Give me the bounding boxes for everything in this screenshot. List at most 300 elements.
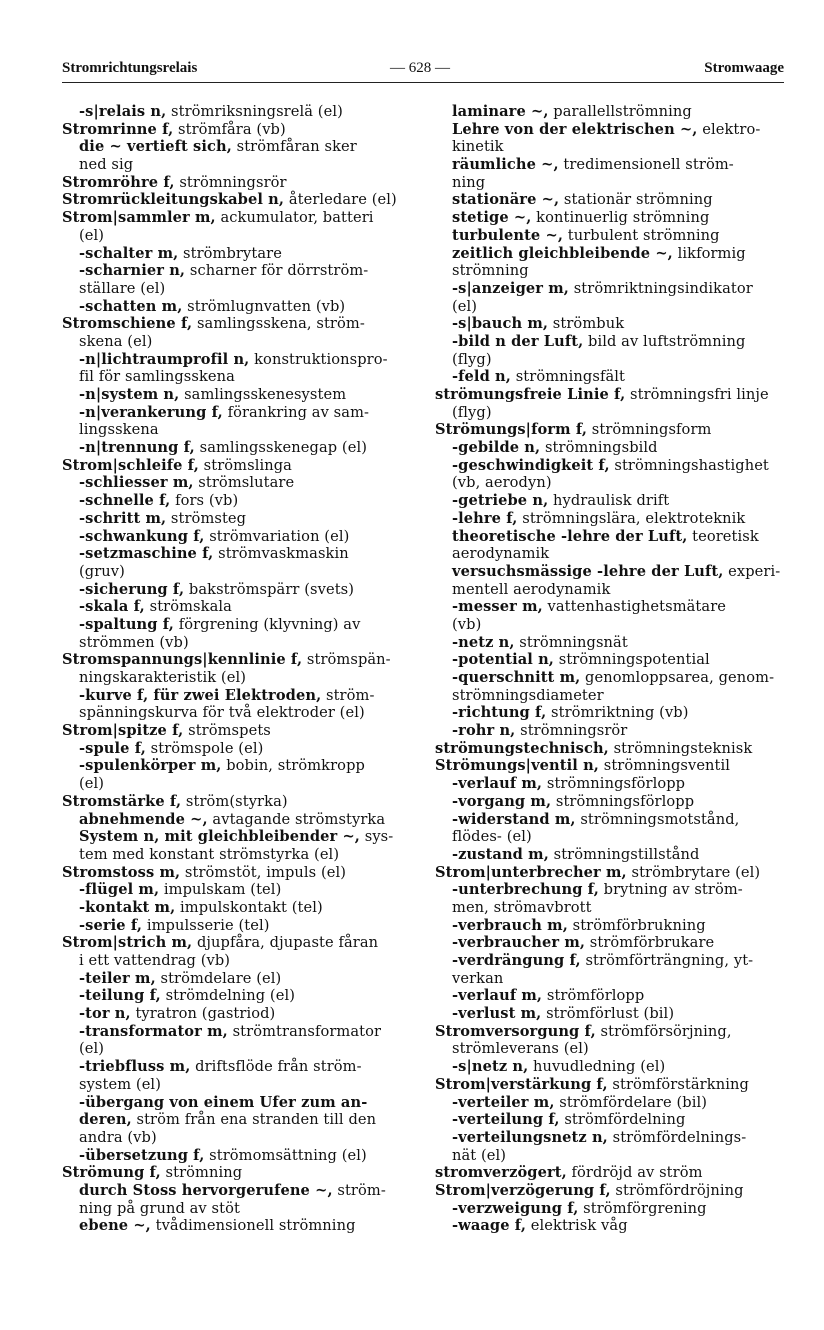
entry-continuation-line: [435, 298, 787, 316]
entry-translation: ned sig: [79, 156, 134, 174]
entry-translation: strömleverans (el): [452, 1040, 589, 1058]
entry-subword-line: [62, 970, 414, 988]
entry-translation: (flyg): [452, 403, 492, 421]
entry-subword-line: [62, 1094, 414, 1112]
entry-subword-line: [435, 492, 787, 510]
entry-continuation-line: [62, 775, 414, 793]
entry-subword-line: [435, 368, 787, 386]
entry-subword-line: [62, 757, 414, 775]
entry-term: -spule f,: [79, 739, 146, 757]
entry-term: Strom|schleife f,: [62, 456, 199, 474]
entry-translation: strömningsrör: [515, 722, 628, 740]
entry-translation: strömningslära, elektroteknik: [517, 509, 746, 527]
entry-term: -verlust m,: [452, 1005, 542, 1023]
entry-subword-line: [62, 616, 414, 634]
entry-translation: (vb, aerodyn): [452, 474, 552, 492]
entry-translation: strömningsteknisk: [608, 739, 753, 757]
entry-term: strömungsfreie Linie f,: [435, 386, 626, 403]
entry-term: -s|relais n,: [79, 103, 167, 120]
entry-term: Stromversorgung f,: [435, 1022, 596, 1040]
entry-headword-line: [62, 1164, 414, 1182]
entry-translation: ström från ena stranden till den: [131, 1111, 377, 1129]
entry-translation: huvudledning (el): [528, 1058, 666, 1076]
entry-term: Strömungs|ventil n,: [435, 757, 599, 775]
entry-term: -triebfluss m,: [79, 1058, 191, 1076]
entry-translation: strömförbrukare: [585, 934, 715, 952]
entry-translation: spänningskurva för två elektroder (el): [79, 704, 365, 722]
entry-subword-line: [435, 881, 787, 899]
entry-continuation-line: [62, 280, 414, 298]
entry-subword-line: [435, 793, 787, 811]
entry-term: -s|anzeiger m,: [452, 279, 569, 297]
entry-subword-line: [62, 386, 414, 404]
entry-translation: strömdelare (el): [155, 969, 282, 987]
entry-term: -lehre f,: [452, 509, 518, 527]
entry-term: -waage f,: [452, 1217, 527, 1235]
entry-term: Lehre von der elektrischen ~,: [452, 120, 698, 138]
entry-translation: strömbrytare (el): [626, 863, 761, 881]
entry-translation: skena (el): [79, 332, 153, 350]
entry-headword-line: [435, 740, 787, 758]
entry-translation: men, strömavbrott: [452, 898, 592, 916]
entry-translation: elektro-: [697, 120, 761, 138]
entry-translation: teoretisk: [687, 527, 759, 545]
entry-subword-line: [435, 457, 787, 475]
entry-subword-line: [435, 1217, 787, 1235]
entry-headword-line: [62, 315, 414, 333]
entry-term: versuchsmässige -lehre der Luft,: [452, 562, 724, 580]
entry-translation: strömförgrening: [578, 1199, 707, 1217]
entry-translation: strömförträngning, yt-: [580, 952, 754, 969]
entry-continuation-line: [62, 669, 414, 687]
entry-term: durch Stoss hervorgerufene ~,: [79, 1181, 333, 1199]
entry-headword-line: [435, 1076, 787, 1094]
entry-translation: (vb): [452, 615, 482, 633]
entry-subword-line: [435, 651, 787, 669]
entry-translation: strömfördelning: [559, 1111, 686, 1129]
entry-translation: ström(styrka): [181, 792, 288, 810]
entry-translation: system (el): [79, 1075, 161, 1093]
entry-term: Strömungs|form f,: [435, 421, 588, 439]
entry-subword-line: [435, 528, 787, 546]
entry-subword-line: [62, 740, 414, 758]
entry-subword-line: [62, 917, 414, 935]
entry-translation: avtagande strömstyrka: [207, 810, 386, 828]
entry-term: -verbraucher m,: [452, 934, 586, 952]
entry-term: -verlauf m,: [452, 775, 543, 793]
entry-translation: strömslinga: [198, 456, 292, 474]
entry-continuation-line: [435, 1147, 787, 1165]
entry-translation: tyratron (gastriod): [130, 1005, 276, 1023]
entry-term: -n|system n,: [79, 386, 180, 403]
entry-term: -potential n,: [452, 651, 554, 669]
entry-term: -n|trennung f,: [79, 439, 195, 457]
entry-translation: elektrisk våg: [526, 1217, 628, 1235]
entry-subword-line: [62, 1058, 414, 1076]
entry-translation: kontinuerlig strömning: [531, 209, 710, 227]
entry-translation: strömningsrör: [174, 173, 287, 191]
entry-continuation-line: [62, 368, 414, 386]
entry-subword-line: [435, 209, 787, 227]
entry-translation: nät (el): [452, 1146, 507, 1164]
entry-translation: strömningsförlopp: [542, 775, 686, 793]
entry-translation: flödes- (el): [452, 828, 532, 846]
entry-continuation-line: [62, 421, 414, 439]
header-last-entry: Stromwaage: [704, 60, 784, 76]
entry-subword-line: [435, 952, 787, 970]
page-number: — 628 —: [390, 60, 450, 76]
entry-translation: strömbuk: [548, 315, 625, 333]
entry-subword-line: [62, 245, 414, 263]
entry-subword-line: [62, 103, 414, 121]
entry-translation: strömriktning (vb): [546, 704, 689, 722]
entry-translation: genomloppsarea, genom-: [580, 669, 775, 686]
entry-term: die ~ vertieft sich,: [79, 138, 232, 156]
entry-translation: strömvaskmaskin: [213, 545, 349, 563]
entry-term: Strom|verstärkung f,: [435, 1075, 608, 1093]
entry-headword-line: [435, 421, 787, 439]
entry-translation: strömförlust (bil): [541, 1005, 675, 1023]
entry-subword-line: [435, 1200, 787, 1218]
entry-term: -teiler m,: [79, 969, 156, 987]
entry-subword-line: [62, 1005, 414, 1023]
entry-headword-line: [62, 174, 414, 192]
entry-term: abnehmende ~,: [79, 810, 208, 828]
entry-translation: återledare (el): [284, 191, 397, 209]
entry-subword-line: [435, 704, 787, 722]
entry-term: -serie f,: [79, 916, 143, 934]
entry-term: Stromrinne f,: [62, 120, 174, 138]
entry-subword-line: [62, 404, 414, 422]
header-first-entry: Stromrichtungsrelais: [62, 60, 198, 76]
entry-continuation-line: [62, 634, 414, 652]
entry-subword-line: [435, 1129, 787, 1147]
entry-subword-line: [62, 1023, 414, 1041]
entry-translation: ning: [452, 173, 486, 191]
entry-term: Stromschiene f,: [62, 315, 193, 333]
entry-headword-line: [62, 793, 414, 811]
entry-translation: ackumulator, batteri: [215, 209, 374, 227]
entry-term: Stromstärke f,: [62, 792, 182, 810]
entry-subword-line: [435, 1005, 787, 1023]
entry-term: -schnelle f,: [79, 492, 171, 510]
entry-translation: likformig: [672, 244, 746, 262]
entry-term: -setzmaschine f,: [79, 545, 214, 563]
entry-subword-line: [435, 191, 787, 209]
entry-term: -rohr n,: [452, 722, 516, 740]
entry-subword-line: [435, 439, 787, 457]
entry-translation: bobin, strömkropp: [221, 757, 365, 775]
entry-term: -widerstand m,: [452, 810, 576, 828]
entry-translation: tvådimensionell strömning: [150, 1217, 356, 1235]
entry-term: -kontakt m,: [79, 898, 176, 916]
entry-continuation-line: [62, 1111, 414, 1129]
entry-translation: strömslutare: [193, 474, 295, 492]
entry-translation: strömmen (vb): [79, 633, 189, 651]
entry-term: -n|verankerung f,: [79, 403, 223, 421]
entry-translation: strömspets: [183, 722, 271, 740]
entry-term: -teilung f,: [79, 987, 161, 1005]
entry-translation: parallellströmning: [548, 103, 692, 120]
entry-subword-line: [435, 598, 787, 616]
entry-term: -gebilde n,: [452, 439, 541, 457]
entry-term: Stromspannungs|kennlinie f,: [62, 651, 303, 669]
entry-subword-line: [435, 245, 787, 263]
entry-subword-line: [435, 934, 787, 952]
entry-term: Stromstoss m,: [62, 863, 181, 881]
entry-subword-line: [62, 298, 414, 316]
entry-term: -verdrängung f,: [452, 952, 581, 969]
entry-translation: (flyg): [452, 350, 492, 368]
entry-term: -übersetzung f,: [79, 1146, 205, 1164]
entry-continuation-line: [435, 616, 787, 634]
entry-translation: strömningsförlopp: [551, 792, 695, 810]
entry-translation: sys-: [359, 828, 394, 846]
entry-translation: förgrening (klyvning) av: [173, 615, 361, 633]
entry-translation: ström-: [321, 686, 375, 704]
entry-translation: impulskontakt (tel): [175, 898, 323, 916]
entry-translation: bild av luftströmning: [583, 332, 746, 350]
entry-continuation-line: [62, 846, 414, 864]
entry-translation: strömning: [160, 1164, 243, 1182]
entry-translation: samlingsskenesystem: [179, 386, 347, 403]
entry-subword-line: [62, 811, 414, 829]
entry-term: -n|lichtraumprofil n,: [79, 350, 250, 368]
entry-subword-line: [435, 156, 787, 174]
entry-subword-line: [435, 1111, 787, 1129]
entry-translation: fördröjd av ström: [566, 1164, 703, 1182]
entry-subword-line: [62, 545, 414, 563]
entry-term: -unterbrechung f,: [452, 881, 599, 899]
entry-subword-line: [62, 262, 414, 280]
entry-term: räumliche ~,: [452, 156, 559, 174]
entry-term: -sicherung f,: [79, 580, 185, 598]
entry-translation: strömfördelare (bil): [554, 1093, 708, 1111]
entry-term: -s|netz n,: [452, 1058, 529, 1076]
entry-continuation-line: [435, 404, 787, 422]
entry-subword-line: [435, 669, 787, 687]
entry-term: -verlauf m,: [452, 987, 543, 1005]
entry-term: -verteilungsnetz n,: [452, 1128, 608, 1146]
entry-translation: hydraulisk drift: [548, 492, 670, 510]
entry-subword-line: [62, 474, 414, 492]
entry-continuation-line: [62, 704, 414, 722]
entry-headword-line: [435, 1164, 787, 1182]
entry-subword-line: [62, 351, 414, 369]
entry-continuation-line: [435, 581, 787, 599]
entry-term: -netz n,: [452, 633, 515, 651]
entry-term: -transformator m,: [79, 1022, 228, 1040]
entry-headword-line: [62, 457, 414, 475]
entry-subword-line: [62, 581, 414, 599]
entry-subword-line: [62, 881, 414, 899]
entry-translation: ningskarakteristik (el): [79, 669, 246, 686]
entry-continuation-line: [435, 351, 787, 369]
entry-headword-line: [435, 386, 787, 404]
entry-subword-line: [62, 138, 414, 156]
entry-headword-line: [62, 722, 414, 740]
entry-continuation-line: [435, 545, 787, 563]
entry-term: -scharnier n,: [79, 262, 186, 280]
entry-term: -verteilung f,: [452, 1111, 560, 1129]
entry-translation: tredimensionell ström-: [558, 156, 734, 174]
entry-continuation-line: [435, 687, 787, 705]
entry-translation: djupfåra, djupaste fåran: [192, 934, 379, 952]
entry-term: Strom|sammler m,: [62, 209, 216, 227]
entry-translation: ställare (el): [79, 279, 166, 297]
entry-term: Stromröhre f,: [62, 173, 175, 191]
entry-subword-line: [435, 917, 787, 935]
entry-translation: ström-: [332, 1181, 386, 1199]
entry-continuation-line: [435, 1040, 787, 1058]
entry-term: turbulente ~,: [452, 226, 564, 244]
entry-subword-line: [62, 510, 414, 528]
entry-translation: strömfåran sker: [231, 138, 357, 156]
entry-continuation-line: [62, 1076, 414, 1094]
entry-headword-line: [435, 1182, 787, 1200]
entry-translation: brytning av ström-: [598, 881, 743, 899]
entry-subword-line: [435, 1094, 787, 1112]
entry-subword-line: [435, 722, 787, 740]
entry-translation: strömbrytare: [178, 244, 282, 262]
entry-term: -vorgang m,: [452, 792, 552, 810]
left-column: [62, 103, 414, 1235]
entry-translation: strömtransformator: [227, 1022, 382, 1040]
entry-translation: fil för samlingsskena: [79, 368, 235, 386]
entry-term: -bild n der Luft,: [452, 332, 584, 350]
entry-translation: (el): [79, 1040, 105, 1058]
entry-continuation-line: [62, 1200, 414, 1218]
entry-continuation-line: [62, 563, 414, 581]
entry-translation: strömningsdiameter: [452, 686, 604, 704]
entry-subword-line: [435, 634, 787, 652]
entry-subword-line: [62, 828, 414, 846]
entry-term: -geschwindigkeit f,: [452, 456, 610, 474]
right-column: [435, 103, 787, 1235]
entry-term: Strom|unterbrecher m,: [435, 863, 627, 881]
entry-term: -schritt m,: [79, 509, 167, 527]
entry-translation: strömfördröjning: [610, 1181, 744, 1199]
entry-translation: ning på grund av stöt: [79, 1199, 240, 1217]
entry-translation: strömningshastighet: [609, 456, 769, 474]
entry-term: -übergang von einem Ufer zum an-: [79, 1093, 368, 1111]
entry-translation: strömlugnvatten (vb): [182, 297, 346, 315]
entry-translation: strömningsnät: [514, 633, 628, 651]
entry-continuation-line: [62, 1129, 414, 1147]
entry-term: -verzweigung f,: [452, 1199, 579, 1217]
entry-translation: strömningsform: [587, 421, 712, 439]
entry-translation: (el): [79, 226, 105, 244]
entry-headword-line: [435, 757, 787, 775]
entry-term: stationäre ~,: [452, 191, 560, 209]
entry-translation: strömningsfri linje: [625, 386, 769, 403]
entry-term: -messer m,: [452, 598, 543, 616]
entry-translation: konstruktionspro-: [249, 350, 388, 368]
entry-term: -feld n,: [452, 368, 511, 386]
entry-term: -kurve f, für zwei Elektroden,: [79, 686, 322, 704]
entry-translation: strömsteg: [166, 509, 247, 527]
entry-subword-line: [435, 775, 787, 793]
entry-headword-line: [62, 934, 414, 952]
entry-term: -schliesser m,: [79, 474, 194, 492]
entry-subword-line: [435, 987, 787, 1005]
entry-subword-line: [62, 1147, 414, 1165]
entry-translation: (el): [452, 297, 478, 315]
entry-term: -s|bauch m,: [452, 315, 549, 333]
entry-term: zeitlich gleichbleibende ~,: [452, 244, 673, 262]
entry-headword-line: [62, 191, 414, 209]
entry-headword-line: [435, 1023, 787, 1041]
entry-continuation-line: [62, 227, 414, 245]
entry-term: -verteiler m,: [452, 1093, 555, 1111]
entry-continuation-line: [435, 474, 787, 492]
entry-headword-line: [62, 209, 414, 227]
entry-translation: tem med konstant strömstyrka (el): [79, 845, 340, 863]
entry-subword-line: [435, 103, 787, 121]
entry-subword-line: [435, 846, 787, 864]
entry-translation: strömspole (el): [145, 739, 264, 757]
entry-headword-line: [62, 651, 414, 669]
entry-translation: strömförsörjning,: [595, 1022, 732, 1040]
entry-continuation-line: [62, 952, 414, 970]
entry-translation: kinetik: [452, 138, 504, 156]
entry-translation: strömningsfält: [510, 368, 625, 386]
entry-term: -skala f,: [79, 598, 145, 616]
entry-subword-line: [62, 899, 414, 917]
entry-subword-line: [435, 315, 787, 333]
entry-subword-line: [62, 987, 414, 1005]
entry-translation: strömspän-: [302, 651, 391, 669]
entry-translation: (gruv): [79, 562, 125, 580]
entry-subword-line: [62, 439, 414, 457]
entry-subword-line: [62, 492, 414, 510]
entry-subword-line: [435, 280, 787, 298]
entry-translation: experi-: [723, 562, 781, 580]
entry-translation: strömningstillstånd: [548, 845, 700, 863]
entry-translation: lingsskena: [79, 421, 159, 439]
entry-translation: strömvariation (el): [204, 527, 350, 545]
entry-translation: andra (vb): [79, 1128, 157, 1146]
entry-term: System n, mit gleichbleibender ~,: [79, 828, 360, 846]
entry-translation: strömriksningsrelä (el): [166, 103, 343, 120]
entry-subword-line: [62, 598, 414, 616]
entry-term: Stromrückleitungskabel n,: [62, 191, 285, 209]
entry-translation: förankring av sam-: [222, 403, 370, 421]
entry-translation: strömstöt, impuls (el): [180, 863, 347, 881]
entry-translation: impulsserie (tel): [142, 916, 270, 934]
entry-translation: strömskala: [144, 598, 232, 616]
entry-translation: samlingsskena, ström-: [192, 315, 365, 333]
entry-translation: strömning: [452, 262, 529, 280]
entry-term: ebene ~,: [79, 1217, 151, 1235]
entry-subword-line: [62, 528, 414, 546]
entry-headword-line: [62, 121, 414, 139]
entry-subword-line: [435, 510, 787, 528]
entry-headword-line: [435, 864, 787, 882]
entry-term: -verbrauch m,: [452, 916, 568, 934]
entry-term: -schatten m,: [79, 297, 183, 315]
entry-translation: strömningsbild: [540, 439, 658, 457]
entry-subword-line: [62, 1182, 414, 1200]
page-header: [62, 58, 784, 83]
entry-translation: strömförbrukning: [567, 916, 706, 934]
entry-translation: driftsflöde från ström-: [190, 1058, 362, 1076]
entry-term: Strom|verzögerung f,: [435, 1181, 611, 1199]
entry-term: laminare ~,: [452, 103, 549, 120]
entry-continuation-line: [62, 1040, 414, 1058]
entry-term: -schalter m,: [79, 244, 179, 262]
entry-translation: turbulent strömning: [563, 226, 720, 244]
